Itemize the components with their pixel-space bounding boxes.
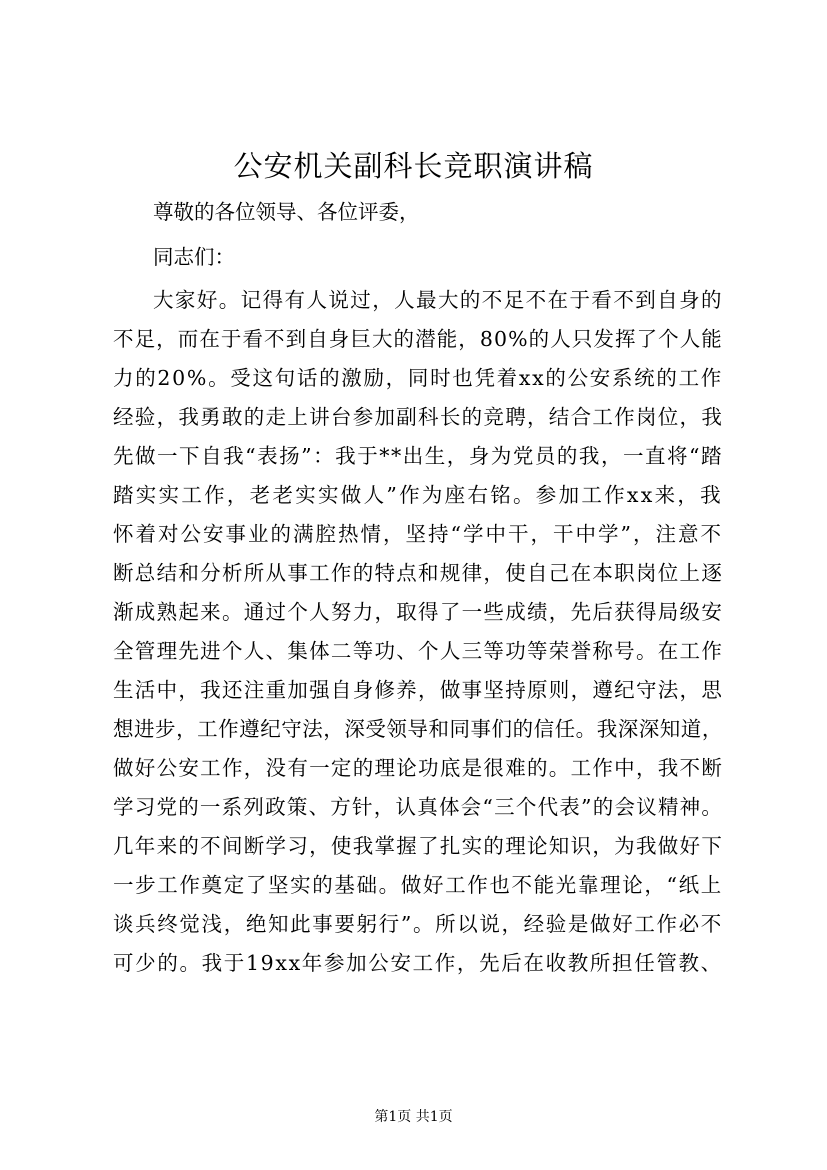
body-line: 渐成熟起来。通过个人努力，取得了一些成绩，先后获得局级安 <box>113 600 724 624</box>
body-line: 想进步，工作遵纪守法，深受领导和同事们的信任。我深深知道， <box>113 717 723 741</box>
salutation-line: 同志们： <box>153 245 235 269</box>
body-line: 断总结和分析所从事工作的特点和规律，使自己在本职岗位上逐 <box>113 561 724 585</box>
body-line: 怀着对公安事业的满腔热情，坚持“学中干，干中学”，注意不 <box>113 522 723 546</box>
body-line: 一步工作奠定了坚实的基础。做好工作也不能光靠理论，“纸上 <box>113 873 723 897</box>
salutation-line: 尊敬的各位领导、各位评委， <box>153 200 420 224</box>
body-line: 谈兵终觉浅，绝知此事要躬行”。所以说，经验是做好工作必不 <box>113 912 723 936</box>
body-line: 不足，而在于看不到自身巨大的潜能，80%的人只发挥了个人能 <box>113 327 723 351</box>
body-line: 生活中，我还注重加强自身修养，做事坚持原则，遵纪守法，思 <box>113 678 724 702</box>
document-title: 公安机关副科长竞职演讲稿 <box>233 149 594 183</box>
body-line: 经验，我勇敢的走上讲台参加副科长的竞聘，结合工作岗位，我 <box>113 405 724 429</box>
body-line: 可少的。我于19xx年参加公安工作，先后在收教所担任管教、 <box>113 951 723 975</box>
body-line: 大家好。记得有人说过，人最大的不足不在于看不到自身的 <box>153 288 723 312</box>
body-line: 踏实实工作，老老实实做人”作为座右铭。参加工作xx来，我 <box>113 483 723 507</box>
body-line: 全管理先进个人、集体二等功、个人三等功等荣誉称号。在工作 <box>113 639 724 663</box>
body-line: 学习党的一系列政策、方针，认真体会“三个代表”的会议精神。 <box>113 795 724 819</box>
body-line: 几年来的不间断学习，使我掌握了扎实的理论知识，为我做好下 <box>113 834 724 858</box>
page-footer: 第1页 共1页 <box>374 1109 453 1125</box>
body-line: 做好公安工作，没有一定的理论功底是很难的。工作中，我不断 <box>113 756 724 780</box>
body-line: 力的20%。受这句话的激励，同时也凭着xx的公安系统的工作 <box>113 366 723 390</box>
body-line: 先做一下自我“表扬”：我于**出生，身为党员的我，一直将“踏 <box>113 444 724 468</box>
